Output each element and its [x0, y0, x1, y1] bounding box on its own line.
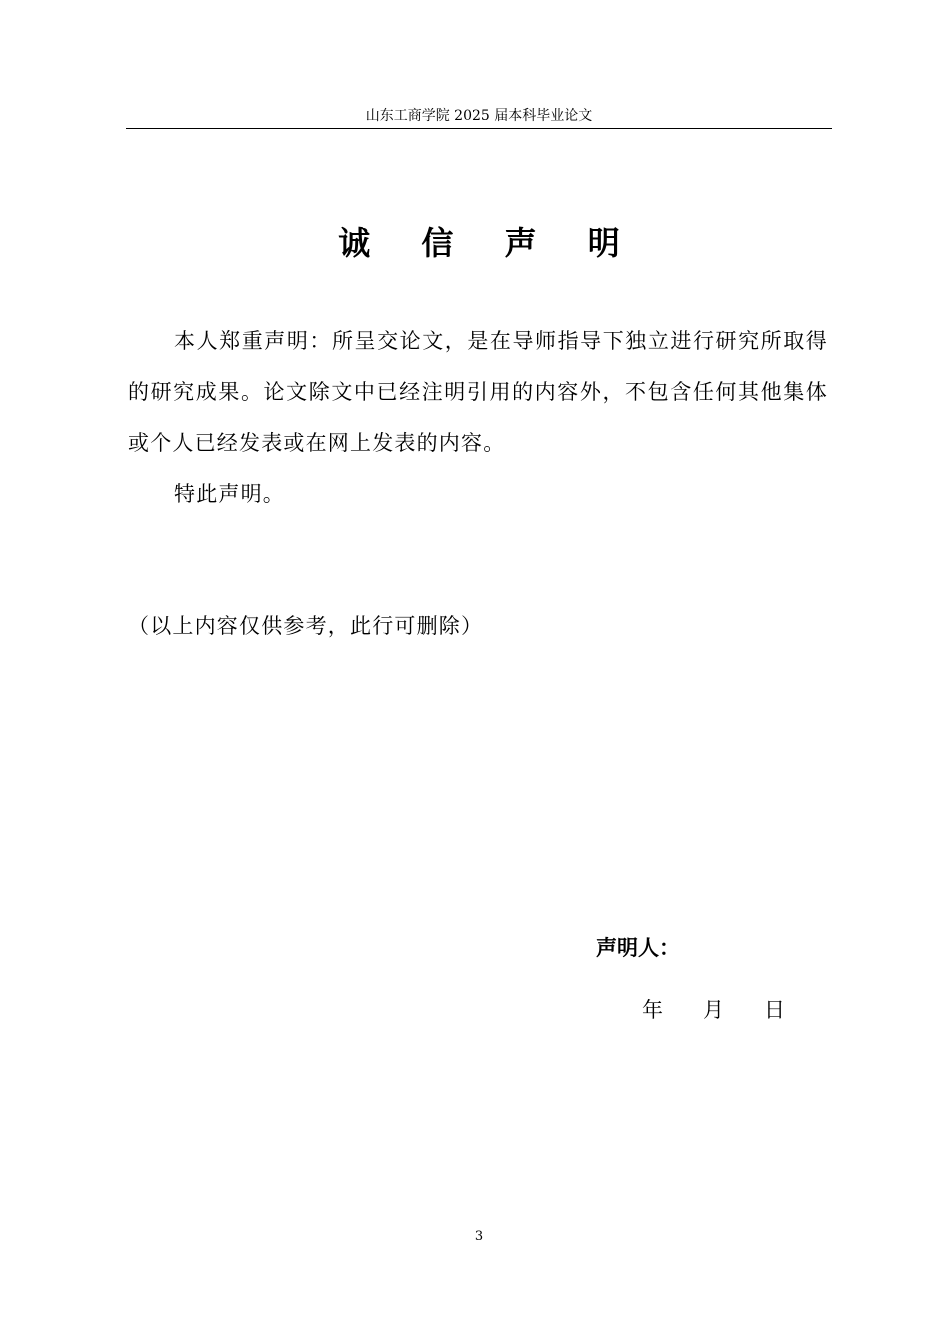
date-month: 月: [703, 998, 724, 1022]
date-day: 日: [764, 998, 785, 1022]
date-year: 年: [642, 998, 663, 1022]
reference-note: （以上内容仅供参考，此行可删除）: [128, 614, 484, 638]
page-number: 3: [474, 1229, 484, 1244]
document-title: 诚 信 声 明: [338, 224, 640, 262]
header-divider: [126, 128, 832, 129]
signature-label: 声明人：: [596, 935, 680, 960]
date-line: [642, 992, 785, 1028]
declaration-paragraph: 本人郑重声明：所呈交论文，是在导师指导下独立进行研究所取得的研究成果。论文除文中已经注明引用的内容外，不包含任何其他集体或个人已经发表或在网上发表的内容。: [128, 329, 828, 455]
page-header: 山东工商学院 2025 届本科毕业论文: [365, 108, 593, 124]
declaration-body: [128, 316, 828, 520]
closing-statement: 特此声明。: [174, 482, 285, 506]
